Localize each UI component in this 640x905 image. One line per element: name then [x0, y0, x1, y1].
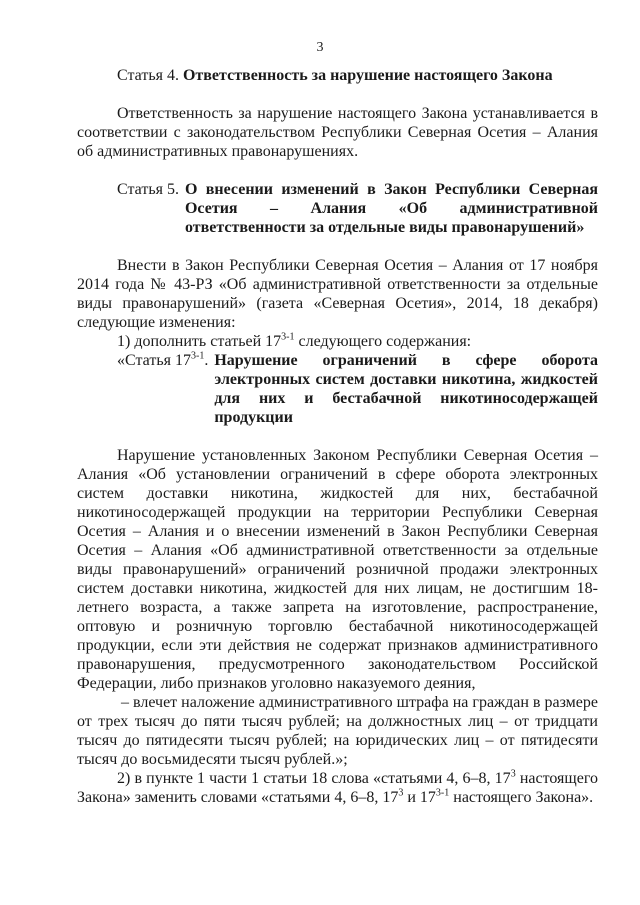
item-2-d: настоящего Закона». [449, 789, 594, 806]
item-1-suffix: следующего содержания: [294, 333, 472, 350]
item-1 [77, 332, 598, 351]
nested-article-label [77, 351, 214, 427]
item-1-prefix: 1) дополнить статьей 17 [117, 333, 282, 350]
item-1-sup: 3-1 [281, 331, 295, 343]
item-2-b: настоящего Закона» заменить словами «статьями 4, 6–8, 17 [77, 770, 599, 806]
article-5-title: О внесении изменений в Закон Республики Северная Осетия – Алания «Об административной ответственности за отдельные виды правонарушений» [184, 181, 598, 236]
item-2-sup-2: 3 [398, 787, 404, 799]
nested-article-heading [77, 351, 598, 427]
item-2 [77, 769, 598, 807]
nested-label-prefix: «Статья 17 [117, 352, 191, 369]
item-2-a: 2) в пункте 1 части 1 статьи 18 слова «статьями 4, 6–8, 17 [117, 770, 511, 787]
nested-label-suffix: . [204, 352, 209, 369]
article-4-text: Ответственность за нарушение настоящего Закона устанавливается в соответствии с законодательством Республики Северная Осетия – Алания об административных правонарушениях. [77, 105, 598, 160]
nested-label-sup: 3-1 [190, 350, 205, 362]
nested-article-title: Нарушение ограничений в сфере оборота электронных систем доставки никотина, жидкостей для них и бестабачной никотиносодержащей продукции [214, 352, 598, 426]
item-2-sup-3: 3-1 [435, 787, 450, 799]
article-4-label: Статья 4. [117, 67, 179, 84]
article-4-title: Ответственность за нарушение настоящего Закона [182, 67, 553, 84]
nested-article-text: Нарушение установленных Законом Республики Северная Осетия – Алания «Об установлении ограничений в сфере оборота электронных систем доставки никотина, жидкостей для них, бестабачной никотиносодержащей продукции на территории Республики Северная Осетия – Алания и о внесении изменений в Закон Республики Северная Осетия – Алания «Об административной ответственности за отдельные виды правонарушений» ограничений розничной продажи электронных систем доставки никотина, жидкостей для них лицам, не достигшим 18-летнего возраста, а также запрета на изготовление, распространение, оптовую и розничную торговлю бестабачной никотиносодержащей продукции, если эти действия не содержат признаков административного правонарушения, предусмотренного законодательством Российской Федерации, либо признаков уголовно наказуемого деяния, [77, 447, 598, 692]
document-body [77, 66, 598, 807]
article-4-heading [77, 66, 598, 85]
item-2-sup-1: 3 [510, 768, 516, 780]
article-5-intro: Внести в Закон Республики Северная Осетия – Алания от 17 ноября 2014 года № 43-РЗ «Об административной ответственности за отдельные виды правонарушений» (газета «Северная Осетия», 2014, 18 декабря) следующие изменения: [77, 257, 598, 331]
item-2-c: и 17 [403, 789, 436, 806]
article-5-label: Статья 5. [117, 181, 179, 198]
article-5-heading [77, 180, 598, 237]
penalty-text: – влечет наложение административного штрафа на граждан в размере от трех тысяч до пяти тысяч рублей; на должностных лиц – от тридцати тысяч до пятидесяти тысяч рублей; на юридических лиц – от пятидесяти тысяч до восьмидесяти тысяч рублей.»; [77, 694, 598, 768]
page-number: 3 [316, 40, 324, 55]
